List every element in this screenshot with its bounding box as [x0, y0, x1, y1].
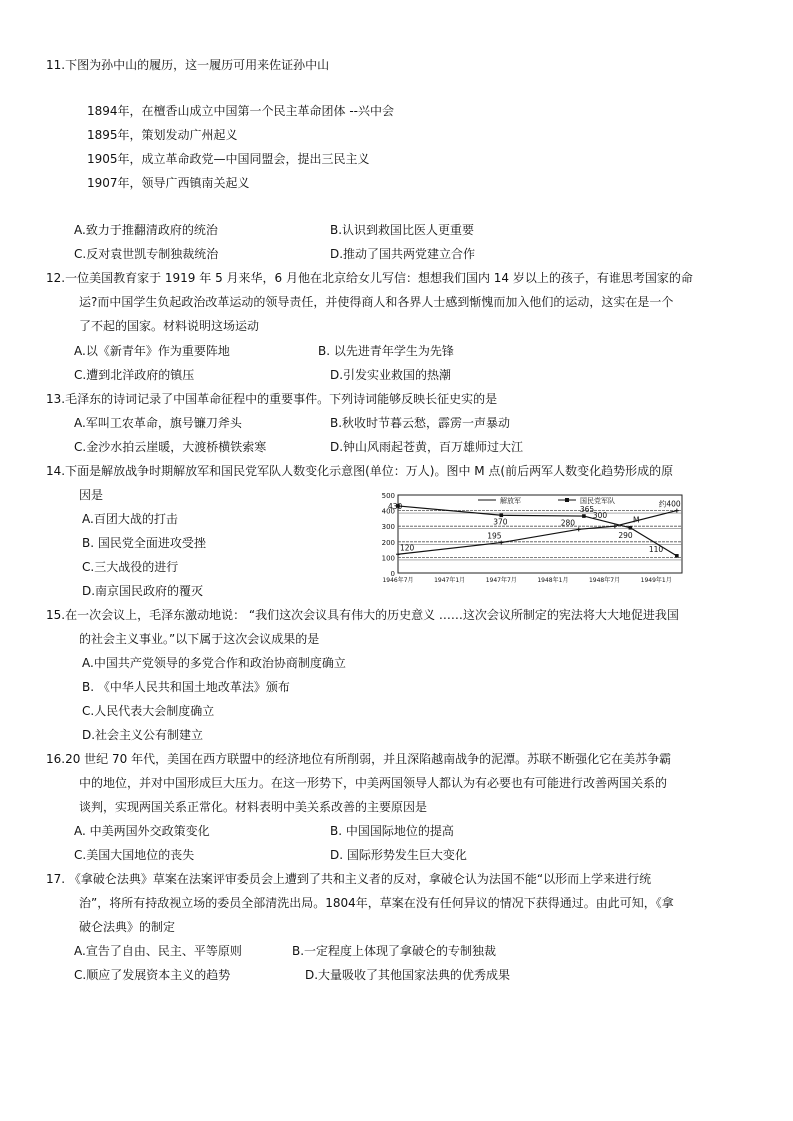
q17-option-a: A.宣告了自由、民主、平等原则 [74, 944, 242, 958]
q14-option-d: D.南京国民政府的覆灭 [82, 584, 204, 598]
q11-resume-line: 1905年，成立革命政党—中国同盟会，提出三民主义 [87, 152, 370, 166]
q15-option-a: A.中国共产党领导的多党合作和政治协商制度确立 [82, 656, 346, 670]
data-label: 430 [388, 501, 403, 511]
q17-option-c: C.顺应了发展资本主义的趋势 [74, 968, 231, 982]
q14-stem: 14.下面是解放战争时期解放军和国民党军队人数变化示意图(单位：万人)。图中 M 点(前后两军人数变化趋势形成的原 [46, 464, 674, 478]
q15-option-b: B. 《中华人民共和国土地改革法》颁布 [82, 680, 290, 694]
q13-option-d: D.钟山风雨起苍黄，百万雄师过大江 [330, 440, 524, 454]
q17-stem: 破仑法典》的制定 [79, 920, 176, 934]
q17-option-d: D.大量吸收了其他国家法典的优秀成果 [305, 968, 511, 982]
data-point [629, 526, 633, 530]
y-tick-label: 400 [381, 507, 395, 516]
data-point [577, 527, 581, 531]
data-label: 110 [648, 544, 664, 554]
q16-stem: 16.20 世纪 70 年代，美国在西方联盟中的经济地位有所削弱，并且深陷越南战争的泥潭。苏联不断强化它在美苏争霸 [46, 752, 672, 766]
q14-option-a: A.百团大战的打击 [82, 512, 178, 526]
data-point [499, 541, 503, 545]
x-tick-label: 1946年7月 [382, 577, 414, 584]
q17-option-b: B.一定程度上体现了拿破仑的专制独裁 [292, 944, 497, 958]
legend-label: 解放军 [500, 497, 521, 505]
q13-option-a: A.军叫工农革命，旗号镰刀斧头 [74, 416, 242, 430]
data-label: 365 [579, 505, 595, 515]
x-tick-label: 1949年1月 [640, 577, 672, 584]
data-point [675, 554, 679, 558]
data-label: 290 [618, 530, 633, 540]
y-tick-label: 500 [381, 492, 395, 500]
data-point [396, 552, 400, 556]
q13-option-c: C.金沙水拍云崖暖，大渡桥横铁索寒 [74, 440, 267, 454]
q11-option-a: A.致力于推翻清政府的统治 [74, 223, 218, 237]
q16-stem: 中的地位，并对中国形成巨大压力。在这一形势下，中美两国领导人都认为有必要也有可能进行改善两国关系的 [79, 776, 668, 790]
q16-option-a: A. 中美两国外交政策变化 [74, 824, 210, 838]
q11-resume-line: 1894年，在檀香山成立中国第一个民主革命团体 --兴中会 [87, 104, 395, 118]
q12-stem: 运?而中国学生负起政治改革运动的领导责任，并使得商人和各界人士感到惭愧而加入他们的运动，这实在是一个 [79, 295, 674, 309]
x-tick-label: 1947年1月 [434, 577, 466, 584]
q15-option-d: D.社会主义公有制建立 [82, 728, 204, 742]
q14-option-c: C.三大战役的进行 [82, 560, 179, 574]
point-m-label: M [632, 515, 640, 525]
x-tick-label: 1948年7月 [588, 577, 621, 584]
y-tick-label: 300 [381, 523, 395, 532]
q12-option-b: B. 以先进青年学生为先锋 [318, 344, 454, 358]
data-label: 300 [592, 511, 608, 521]
x-tick-label: 1947年7月 [485, 577, 517, 584]
q12-option-a: A.以《新青年》作为重要阵地 [74, 344, 230, 358]
q16-option-d: D. 国际形势发生巨大变化 [330, 848, 467, 862]
q16-option-c: C.美国大国地位的丧失 [74, 848, 195, 862]
q12-option-c: C.遭到北洋政府的镇压 [74, 368, 195, 382]
series-line [398, 506, 677, 556]
data-label: 120 [400, 543, 415, 553]
q13-stem: 13.毛泽东的诗词记录了中国革命征程中的重要事件。下列诗词能够反映长征史实的是 [46, 392, 498, 406]
chart-svg [370, 489, 688, 585]
q11-stem: 11.下图为孙中山的履历，这一履历可用来佐证孙中山 [46, 58, 330, 72]
x-tick-label: 1948年1月 [537, 577, 569, 584]
q12-option-d: D.引发实业救国的热潮 [330, 368, 452, 382]
y-tick-label: 0 [390, 570, 395, 578]
q12-stem: 了不起的国家。材料说明这场运动 [79, 319, 260, 333]
q17-stem: 17. 《拿破仑法典》草案在法案评审委员会上遭到了共和主义者的反对，拿破仑认为法国不能“以形而上学来进行统 [46, 872, 652, 886]
q15-stem: 的社会主义事业。”以下属于这次会议成果的是 [79, 632, 320, 646]
q11-resume-line: 1907年，领导广西镇南关起义 [87, 176, 250, 190]
data-point [675, 509, 679, 513]
data-point [582, 514, 586, 518]
q16-stem: 谈判，实现两国关系正常化。材料表明中美关系改善的主要原因是 [79, 800, 428, 814]
y-tick-label: 100 [381, 554, 395, 563]
q11-option-b: B.认识到救国比医人更重要 [330, 223, 475, 237]
q16-option-b: B. 中国国际地位的提高 [330, 824, 454, 838]
data-label: 195 [487, 531, 502, 541]
troop-line-chart [370, 489, 688, 585]
q15-option-c: C.人民代表大会制度确立 [82, 704, 215, 718]
y-tick-label: 200 [381, 538, 395, 547]
q17-stem: 治”，将所有持敌视立场的委员全部清洗出局。1804年，草案在没有任何异议的情况下获得通过。由此可知，《拿 [79, 896, 674, 910]
legend-marker [565, 498, 569, 502]
q14-option-b: B. 国民党全面进攻受挫 [82, 536, 206, 550]
q15-stem: 15.在一次会议上，毛泽东激动地说： “我们这次会议具有伟大的历史意义 ……这次会议所制定的宪法将大大地促进我国 [46, 608, 679, 622]
legend-label: 国民党军队 [580, 497, 615, 505]
q11-resume-line: 1895年，策划发动广州起义 [87, 128, 238, 142]
q14-stem: 因是 [79, 488, 104, 502]
q11-option-d: D.推动了国共两党建立合作 [330, 247, 476, 261]
q11-option-c: C.反对袁世凯专制独裁统治 [74, 247, 219, 261]
data-label: 280 [560, 518, 576, 528]
data-label: 约400 [658, 499, 681, 509]
q13-option-b: B.秋收时节暮云愁，霹雳一声暴动 [330, 416, 511, 430]
q12-stem: 12.一位美国教育家于 1919 年 5 月来华，6 月他在北京给女儿写信：想想我们国内 14 岁以上的孩子，有谁思考国家的命 [46, 271, 693, 285]
plot-frame [398, 495, 682, 573]
data-label: 370 [493, 517, 508, 527]
